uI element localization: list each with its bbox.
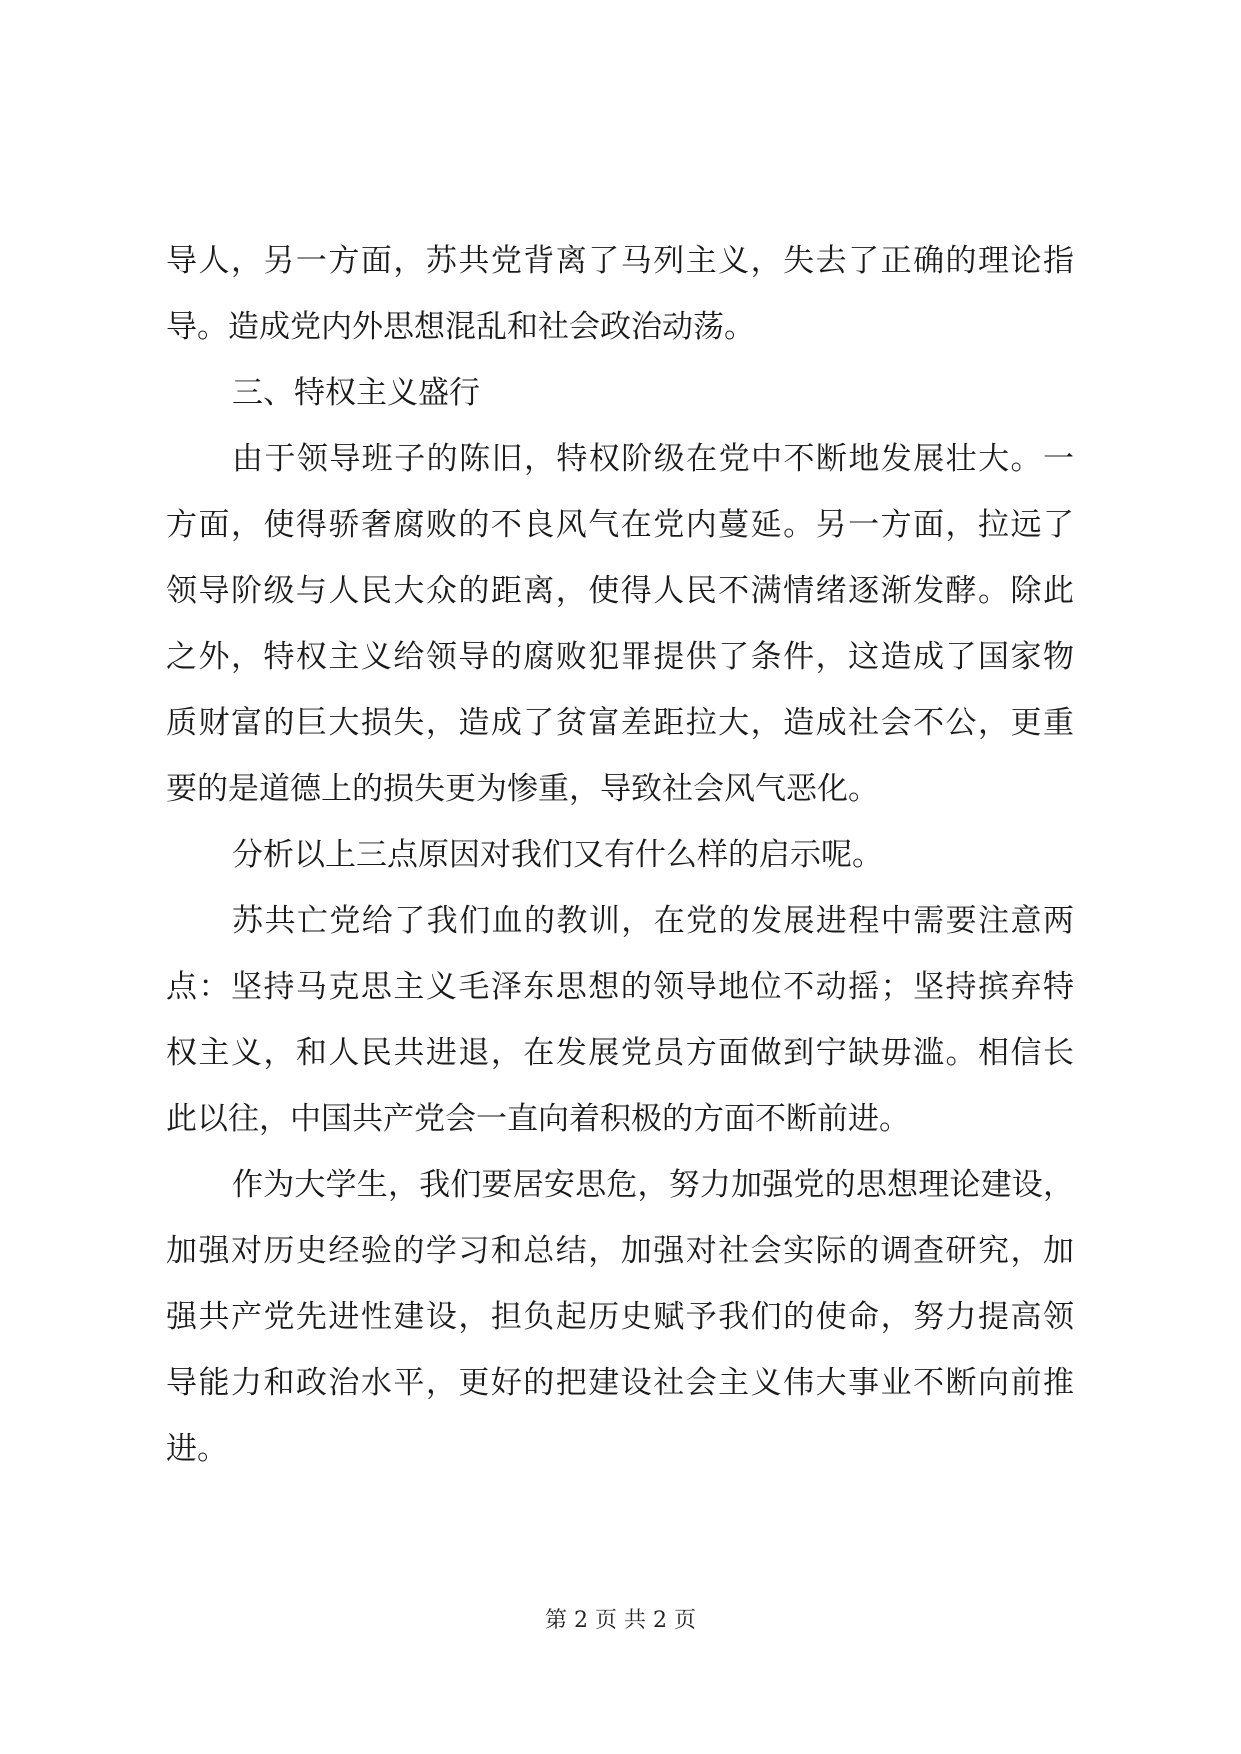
section-heading: 三、特权主义盛行: [232, 375, 480, 411]
text-line: 强共产党先进性建设，担负起历史赋予我们的使命，努力提高领: [166, 1299, 1074, 1335]
text-line: 由于领导班子的陈旧，特权阶级在党中不断地发展壮大。一: [232, 441, 1074, 477]
text-line: 权主义，和人民共进退，在发展党员方面做到宁缺毋滥。相信长: [166, 1035, 1074, 1071]
text-line: 加强对历史经验的学习和总结，加强对社会实际的调查研究，加: [166, 1233, 1074, 1269]
page-footer: 第 2 页 共 2 页: [545, 1608, 696, 1633]
text-line: 之外，特权主义给领导的腐败犯罪提供了条件，这造成了国家物: [166, 639, 1074, 675]
text-line: 作为大学生，我们要居安思危，努力加强党的思想理论建设，: [232, 1167, 1074, 1203]
text-line: 要的是道德上的损失更为惨重，导致社会风气恶化。: [166, 771, 879, 807]
text-line: 此以往，中国共产党会一直向着积极的方面不断前进。: [166, 1101, 910, 1137]
text-line: 导人，另一方面，苏共党背离了马列主义，失去了正确的理论指: [166, 243, 1074, 279]
text-line: 导能力和政治水平，更好的把建设社会主义伟大事业不断向前推: [166, 1365, 1074, 1401]
document-body: [166, 228, 1074, 1482]
text-line: 点：坚持马克思主义毛泽东思想的领导地位不动摇；坚持摈弃特: [166, 969, 1074, 1005]
text-line: 导。造成党内外思想混乱和社会政治动荡。: [166, 309, 755, 345]
text-line: 质财富的巨大损失，造成了贫富差距拉大，造成社会不公，更重: [166, 705, 1074, 741]
text-line: 进。: [166, 1431, 228, 1467]
text-line: 分析以上三点原因对我们又有什么样的启示呢。: [232, 837, 883, 873]
text-line: 方面，使得骄奢腐败的不良风气在党内蔓延。另一方面，拉远了: [166, 507, 1074, 543]
text-line: 苏共亡党给了我们血的教训，在党的发展进程中需要注意两: [232, 903, 1074, 939]
text-line: 领导阶级与人民大众的距离，使得人民不满情绪逐渐发酵。除此: [166, 573, 1074, 609]
